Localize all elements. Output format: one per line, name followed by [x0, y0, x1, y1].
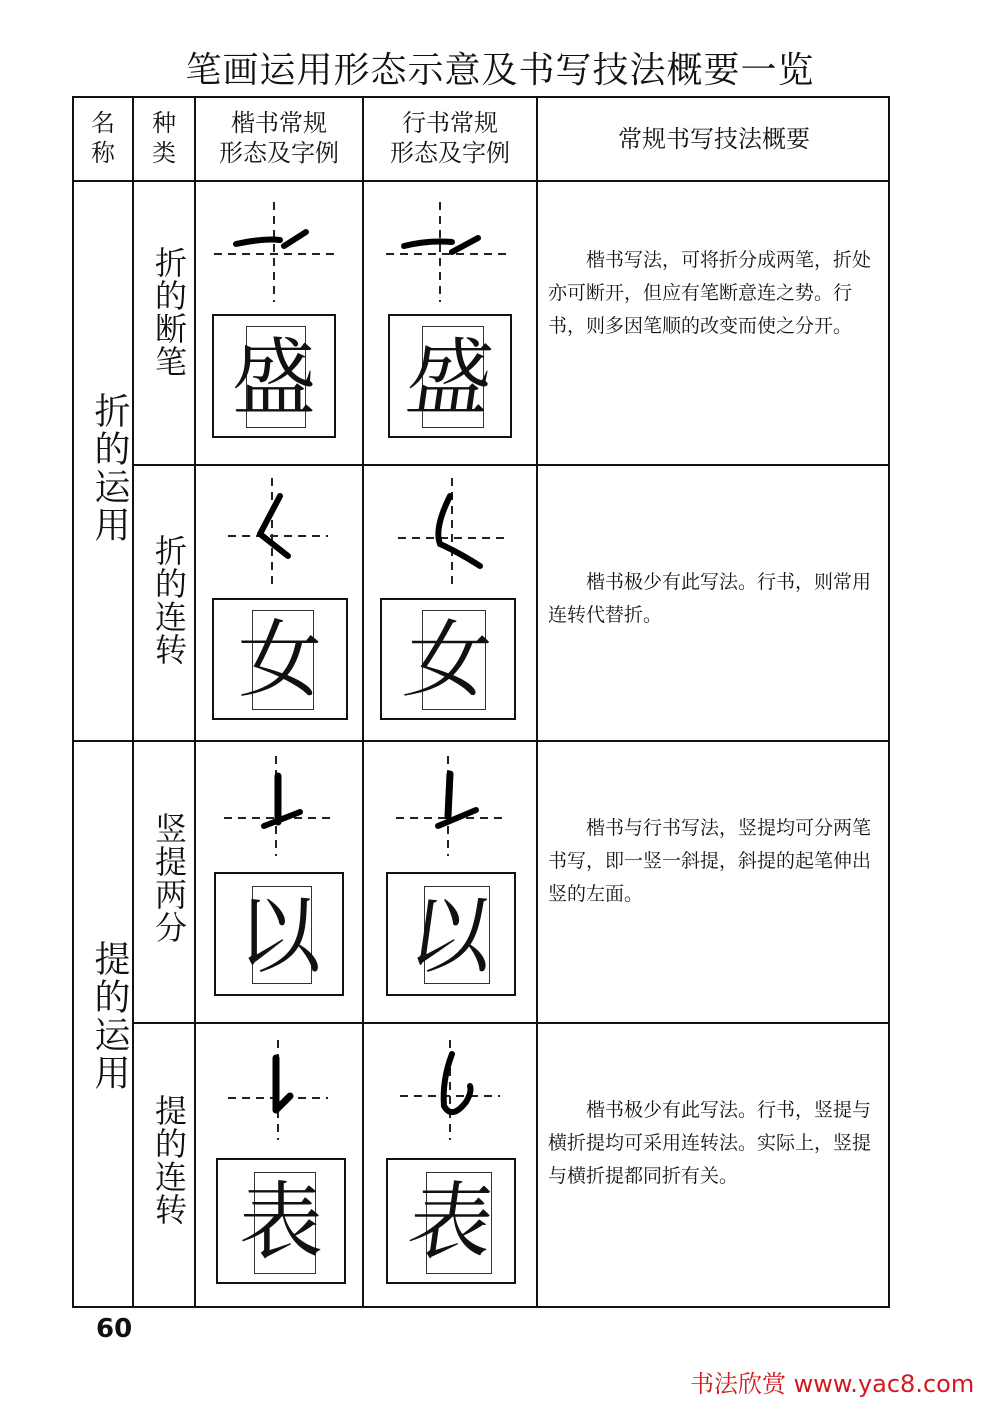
technique-text: 楷书极少有此写法。行书，竖提与横折提均可采用连转法。实际上，竖提与横折提都同折有关。: [548, 1099, 872, 1187]
char-box-kai: [212, 314, 336, 438]
technique-text: 楷书与行书写法，竖提均可分两笔书写，即一竖一斜提，斜提的起笔伸出竖的左面。: [548, 817, 872, 905]
example-char: 女: [237, 611, 322, 709]
stroke-diagram-xing: [400, 1040, 500, 1140]
example-char: 以: [236, 887, 321, 985]
col-divider: [362, 96, 364, 1308]
watermark: 书法欣赏 www.yac8.com: [690, 1370, 975, 1398]
technique-text: 楷书写法，可将折分成两笔，折处亦可断开，但应有笔断意连之势。行书，则多因笔顺的改变而使之分开。: [548, 249, 872, 337]
example-char: 盛: [231, 329, 316, 427]
group-label: 提的运用: [89, 940, 130, 1092]
example-char: 表: [238, 1173, 323, 1271]
col-divider: [536, 96, 538, 1308]
char-box-xing: [388, 314, 512, 438]
row-divider: [132, 1022, 890, 1024]
page-number: 60: [96, 1314, 133, 1344]
char-box-kai: [214, 872, 344, 996]
stroke-diagram-kai: [224, 756, 334, 856]
stroke-diagram-xing: [386, 202, 506, 302]
group-divider: [72, 740, 890, 742]
stroke-diagram-xing: [396, 756, 506, 856]
char-box-xing: [386, 872, 516, 996]
char-box-xing: [386, 1158, 516, 1284]
stroke-diagram-kai: [214, 202, 334, 302]
header-xing: 行书常规 形态及字例: [390, 109, 510, 167]
header-divider: [72, 180, 890, 182]
technique-text: 楷书极少有此写法。行书，则常用连转代替折。: [548, 571, 872, 626]
kind-label: 竖提两分: [150, 812, 188, 944]
col-divider: [194, 96, 196, 1308]
stroke-diagram-kai: [228, 1040, 328, 1140]
char-box-kai: [212, 598, 348, 720]
header-summary: 常规书写技法概要: [618, 125, 810, 153]
char-box-kai: [216, 1158, 346, 1284]
group-label: 折的运用: [89, 392, 130, 544]
kind-label: 折的连转: [150, 534, 188, 666]
page-title: 笔画运用形态示意及书写技法概要一览: [185, 50, 815, 91]
col-divider: [132, 96, 134, 1308]
header-kind: 种 类: [152, 109, 176, 167]
example-char: 盛: [401, 329, 499, 427]
header-kai: 楷书常规 形态及字例: [219, 109, 339, 167]
stroke-diagram-xing: [398, 478, 508, 588]
char-box-xing: [380, 598, 516, 720]
kind-label: 提的连转: [150, 1094, 188, 1226]
stroke-diagram-kai: [228, 478, 328, 588]
example-char: 以: [402, 887, 500, 985]
header-name: 名 称: [91, 109, 115, 167]
kind-label: 折的断笔: [150, 246, 188, 378]
row-divider: [132, 464, 890, 466]
example-char: 表: [402, 1173, 500, 1271]
example-char: 女: [399, 611, 497, 709]
